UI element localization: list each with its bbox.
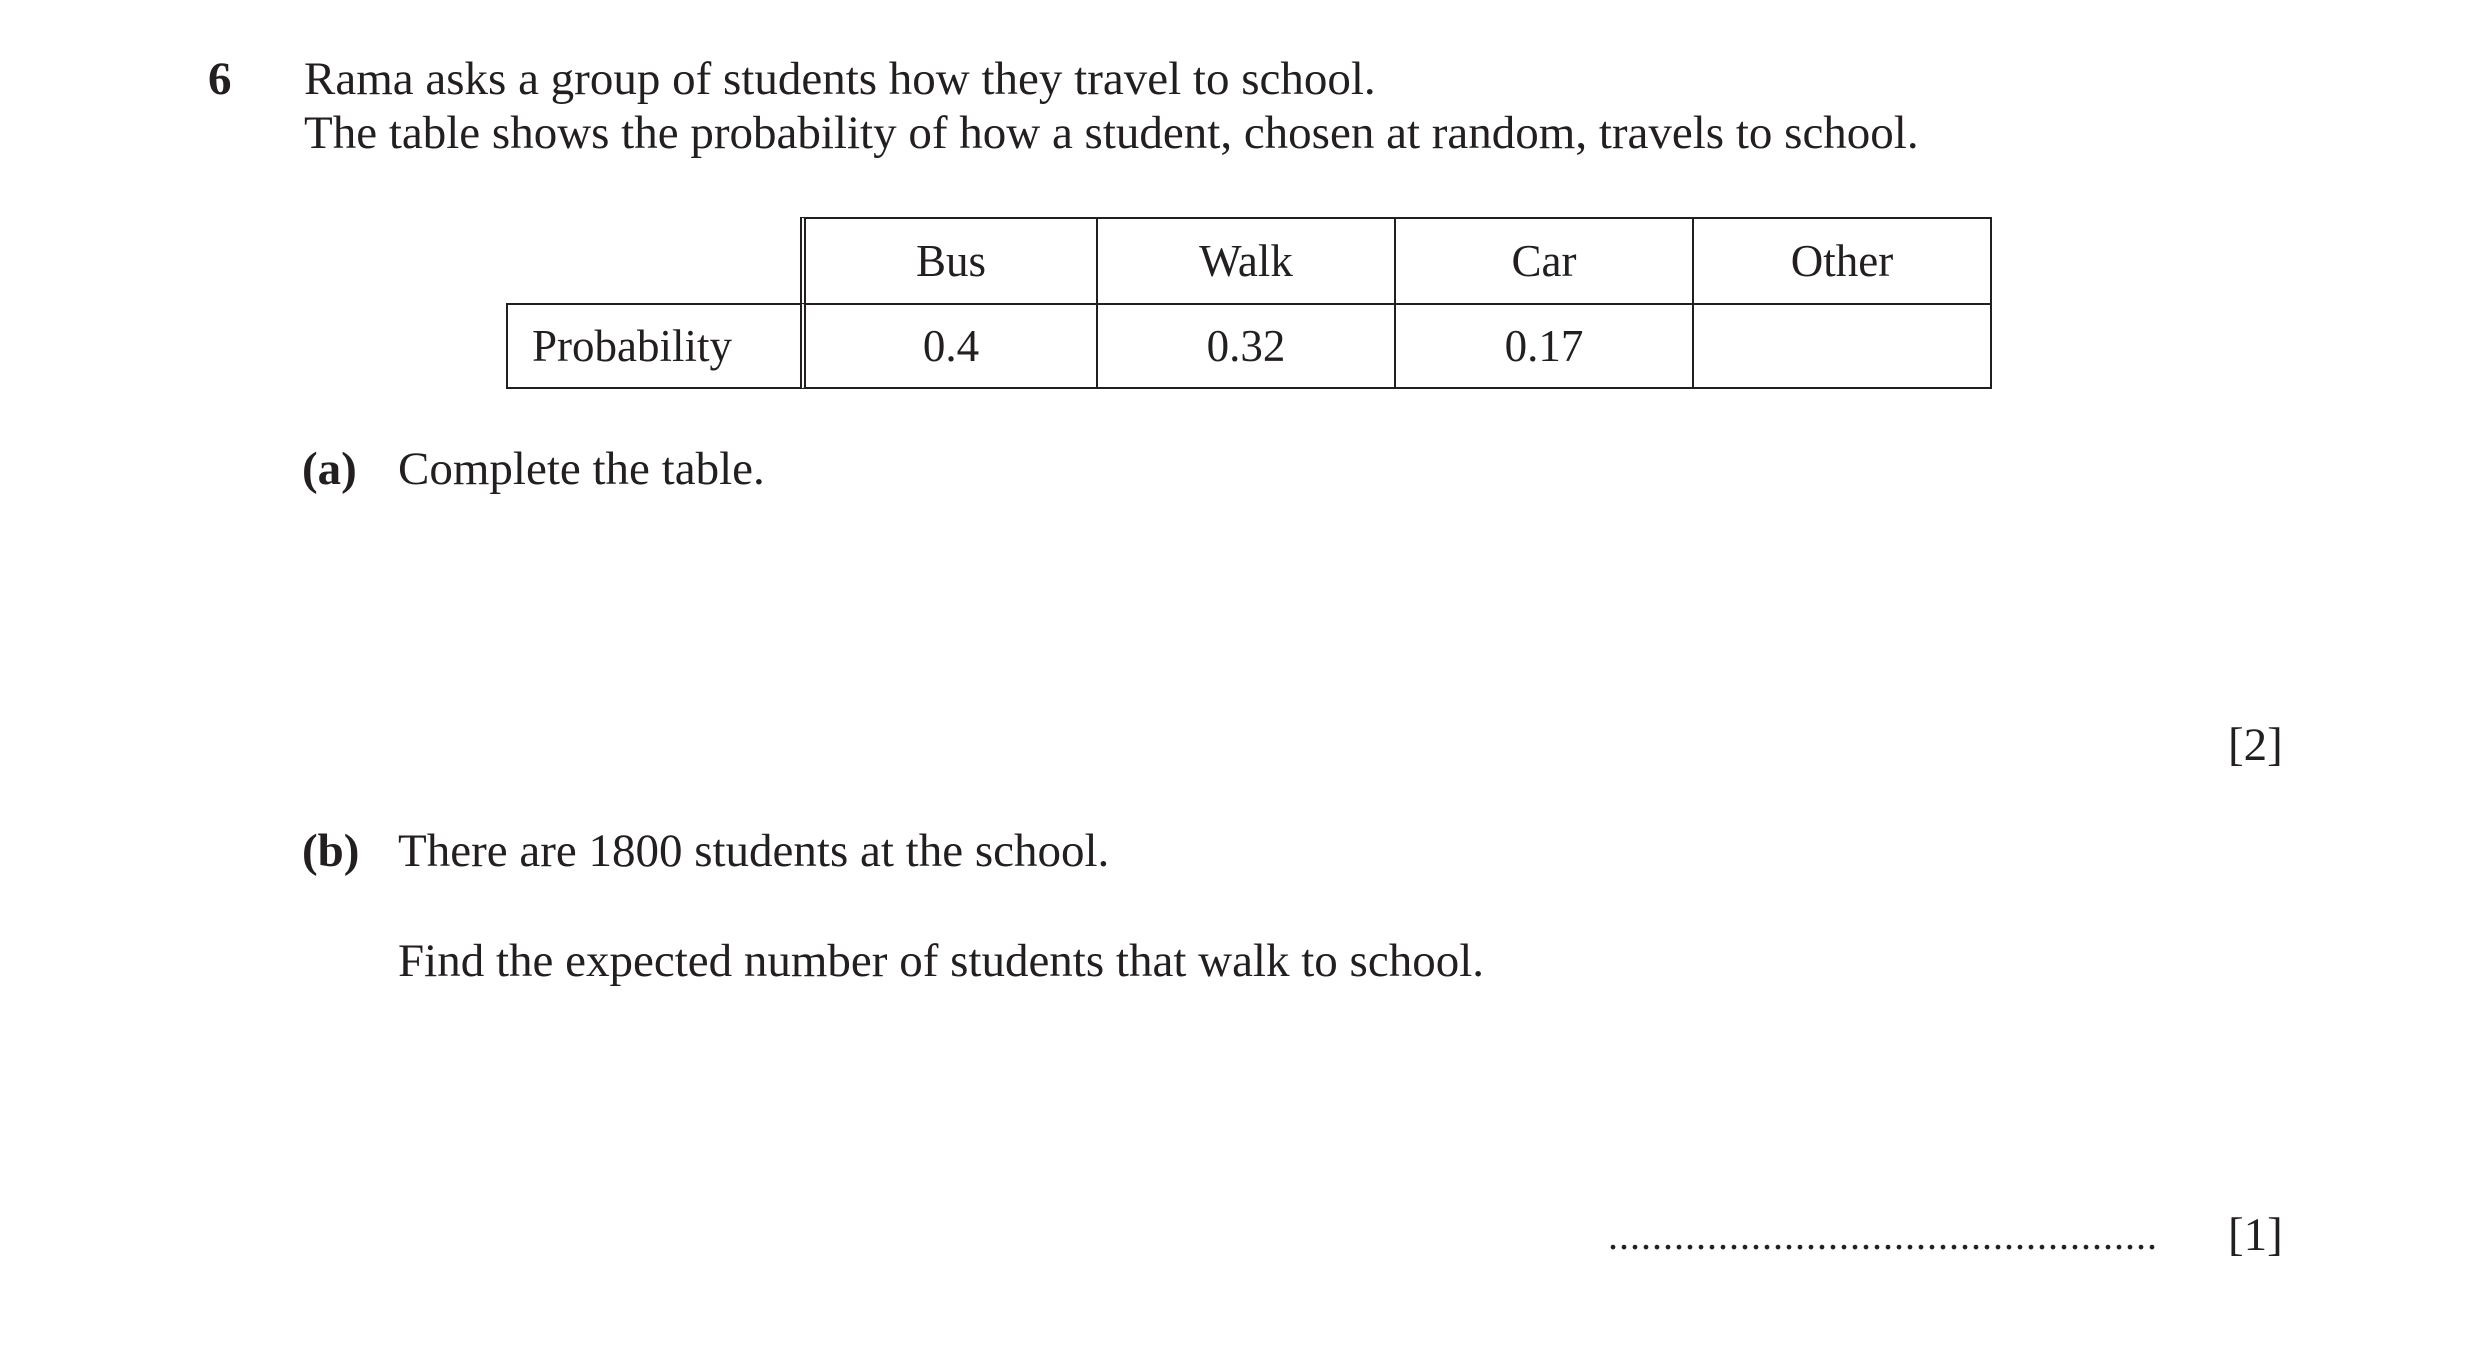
question-stem — [304, 52, 1919, 160]
table-header-row — [506, 217, 1992, 303]
row-label-probability: Probability — [506, 303, 800, 389]
part-b-marks: [1] — [2228, 1209, 2283, 1261]
part-a-marks: [2] — [2228, 719, 2283, 771]
value-other-blank[interactable] — [1694, 303, 1992, 389]
part-a-label: (a) — [302, 443, 357, 495]
probability-table — [506, 217, 1992, 389]
table-probability-row — [506, 303, 1992, 389]
header-other: Other — [1694, 217, 1992, 303]
stem-line-1: Rama asks a group of students how they travel to school. — [304, 53, 1376, 105]
header-car: Car — [1396, 217, 1694, 303]
header-bus: Bus — [800, 217, 1098, 303]
question-number: 6 — [208, 53, 232, 105]
value-walk: 0.32 — [1098, 303, 1396, 389]
part-a-text: Complete the table. — [398, 443, 765, 495]
stem-line-2: The table shows the probability of how a student, chosen at random, travels to school. — [304, 107, 1919, 159]
header-walk: Walk — [1098, 217, 1396, 303]
part-b-label: (b) — [302, 825, 360, 877]
part-b-text-2: Find the expected number of students that walk to school. — [398, 935, 1485, 987]
value-car: 0.17 — [1396, 303, 1694, 389]
answer-line[interactable]: .................................................. — [1608, 1213, 2158, 1258]
table-corner-cell — [506, 217, 800, 303]
part-b-text-1: There are 1800 students at the school. — [398, 825, 1110, 877]
value-bus: 0.4 — [800, 303, 1098, 389]
